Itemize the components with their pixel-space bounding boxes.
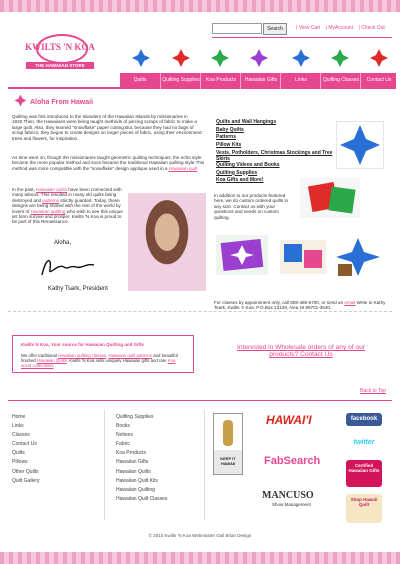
nav-contact-us[interactable]: Contact Us [360, 73, 397, 89]
search-input[interactable] [212, 23, 262, 34]
twitter-button[interactable]: twitter [353, 439, 375, 446]
promo-body: We offer traditional Hawaiian quilting classes, Hawaiian quilt patterns and beautiful finished Hawaiian Quilts. Kwilts 'N Koa sells uniquely Hawaiian gifts and rare Koa wood collectibles [21, 353, 178, 368]
history-paragraph-1: Quilting was first introduced to the Islanders of the Hawaiian Islands by missionaries in 1820.Then, the Hawaiians were being taught methods of piecing scraps of fabric to make a large quilt. Also, they learned "snowflake" paper cutting.But, because they had no bags of scrap fabrics, they began to create designs on larger pieces of fabric, using their environment: trees and flowers, for inspiration. [12, 114, 203, 141]
footer-link[interactable]: Quilting Supplies [116, 414, 154, 420]
footer-link[interactable]: Contact Us [12, 441, 37, 448]
contact-info: For classes by appointment only, call 808-486-6700, or send an email Write to Kathy Tsark, Kwilts 'n Koa. P.O.Box 13139, Aiea HI 96701-3540. [214, 300, 386, 311]
list-item[interactable]: Quilting Videos and Books [216, 161, 280, 168]
list-item[interactable]: Pillow Kits [216, 142, 242, 149]
footer-link[interactable]: Hawaiian Quilt Kits [116, 477, 158, 484]
gift-badge[interactable]: Certified Hawaiian Gifts [346, 460, 382, 487]
quilt-block-icon[interactable] [171, 48, 191, 68]
koa-gift-photo[interactable] [330, 234, 386, 280]
facebook-button[interactable]: facebook [346, 413, 382, 426]
footer-separator [204, 410, 205, 520]
footer-separator [104, 410, 105, 520]
back-to-top-link[interactable]: Back to Top [360, 388, 387, 394]
potholder-photo[interactable] [280, 240, 326, 274]
footer-link[interactable]: Other Quilts [12, 468, 39, 475]
footer-link[interactable]: Links [12, 423, 24, 430]
quilt-block-icon[interactable] [291, 48, 311, 68]
nav-koa-products[interactable]: Koa Products [200, 73, 241, 89]
list-item[interactable]: Patterns [216, 134, 237, 141]
footer-link[interactable]: Fabric [116, 441, 130, 448]
footer-link[interactable]: Quilt Gallery [12, 477, 40, 484]
section-divider [8, 311, 392, 312]
hawaiian-quilt-link[interactable]: Hawaiian quilt [168, 165, 198, 171]
top-pattern-band [0, 0, 400, 12]
footer-link[interactable]: Classes [12, 432, 30, 439]
main-nav [120, 73, 396, 89]
quilt-flower-icon [14, 94, 27, 107]
search-button[interactable]: Search [263, 23, 287, 35]
quilt-block-icon[interactable] [369, 48, 389, 68]
hawaii-visitors-logo[interactable]: HAWAI'I [266, 413, 312, 427]
footer-link[interactable]: Pillows [12, 459, 28, 466]
promo-title: Kwilts N Koa, Your source for Hawaiian Quilting and Gifts [21, 342, 144, 347]
footer-link[interactable]: Koa Products [116, 450, 147, 457]
wholesale-link[interactable]: Interested in Wholesale orders of any of our products? Contact Us [237, 344, 365, 358]
fabshop-logo[interactable]: FabSearch [264, 455, 321, 467]
patterns-link[interactable]: Hawaiian quilt patterns [108, 353, 153, 358]
bottom-pattern-band [0, 552, 400, 564]
quilt-block-icon[interactable] [131, 48, 151, 68]
footer-links-col-2 [116, 413, 167, 504]
koa-link[interactable]: Koa wood collectibles [21, 358, 176, 368]
president-photo [128, 193, 206, 291]
quilts-link[interactable]: Hawaiian Quilts [37, 358, 67, 363]
stocking-photo[interactable] [216, 235, 268, 275]
list-item[interactable]: Koa Gifts and More! [216, 177, 264, 184]
classes-link[interactable]: Hawaiian quilting classes [58, 353, 107, 358]
keep-it-hawaii-logo[interactable]: KEEP IT HAWAII [213, 413, 243, 475]
quilt-block-icon[interactable] [249, 48, 269, 68]
email-link[interactable]: email [344, 300, 356, 305]
footer-link[interactable]: Home [12, 414, 26, 420]
history-paragraph-3: In the past, Hawaiian quilts have been connected with many taboos. This resulted in many old quilts being destroyed and patterns strictly guarded. Today, these designs are being shared with the rest of the world by lovers of Hawaiian quilting who wish to see this unique art form survive and prosper. Kwilts 'N Koa is proud to be part of this Renaissance. [12, 187, 123, 225]
footer-link[interactable]: Hawaiian Gifts [116, 459, 149, 466]
history-paragraph-2: As time went on, though the missionaries taught geometric quilting techniques, the echo style became the more popular method and soon became the traditional Hawaiian quilting style.This method was more compatible with the "snowflake" design applique used in a Hawaiian quilt [12, 155, 205, 171]
quilt-block-icon[interactable] [330, 48, 350, 68]
nav-links[interactable]: Links [280, 73, 321, 89]
my-account-link[interactable]: | MyAccount [325, 25, 354, 31]
signer-name: Kathy Tsark, President [48, 286, 108, 292]
page-heading: Aloha From Hawaii [30, 99, 94, 106]
footer-links-col-1 [12, 413, 40, 486]
mancuso-subtitle: Show Management [272, 502, 311, 507]
hawaiian-quilting-link[interactable]: Hawaiian quilting [30, 208, 66, 214]
promo-box [12, 335, 194, 373]
list-item[interactable]: Quilting Supplies [216, 169, 258, 176]
footer-link[interactable]: Notions [116, 432, 133, 439]
check-out-link[interactable]: | Check Out [358, 25, 385, 31]
nav-hawaiian-gifts[interactable]: Hawaiian Gifts [240, 73, 281, 89]
signature-image [38, 255, 98, 281]
mancuso-logo[interactable]: MANCUSO [262, 490, 314, 501]
list-item[interactable]: Baby Quilts [216, 126, 244, 133]
account-links [296, 25, 389, 31]
hawaiian-quilts-link[interactable]: Hawaiian quilts [36, 187, 67, 192]
footer-link[interactable]: Quilts [12, 450, 25, 457]
logo-subtitle: THE HAWAIIAN STORE [26, 62, 94, 69]
list-item[interactable]: Vests, Potholders, Christmas Stockings and Tree Skirts [216, 149, 333, 162]
logo-name: KWILTS 'N KOA [25, 42, 95, 52]
quilt-photo[interactable] [336, 121, 384, 169]
footer-link[interactable]: Hawaiian Quilting [116, 486, 155, 493]
nav-left-stripe [8, 87, 120, 89]
footer-link[interactable]: Books [116, 423, 130, 430]
pillow-photo[interactable] [300, 178, 360, 218]
shop-badge[interactable]: Shop Hawaii Quilt [346, 494, 382, 523]
nav-quilts[interactable]: Quilts [133, 77, 147, 84]
header-divider [212, 37, 392, 38]
custom-quilts-text: In addition to our products featured here, we do custom ordered quilts in any size. Contact us with your questions and needs on custom quilting. [214, 193, 289, 220]
list-item[interactable]: Quilts and Wall Hangings [216, 119, 277, 125]
copyright: © 2010 Kwilts 'N Koa Webmaster Gail Brian Design [148, 533, 252, 538]
product-list [216, 119, 336, 185]
nav-quilting-classes[interactable]: Quilting Classes [320, 73, 361, 89]
footer-link[interactable]: Hawaiian Quilt Classes [116, 495, 168, 502]
aloha-closing: Aloha, [54, 240, 72, 246]
patterns-link[interactable]: patterns [42, 197, 60, 203]
footer-link[interactable]: Hawaiian Quilts [116, 468, 151, 475]
quilt-block-icon[interactable] [210, 48, 230, 68]
view-cart-link[interactable]: | View Cart [296, 25, 321, 31]
nav-quilting-supplies[interactable]: Quilting Supplies [160, 73, 201, 89]
store-logo[interactable] [16, 34, 104, 72]
footer-divider [8, 400, 392, 401]
microphone-icon [223, 420, 233, 446]
